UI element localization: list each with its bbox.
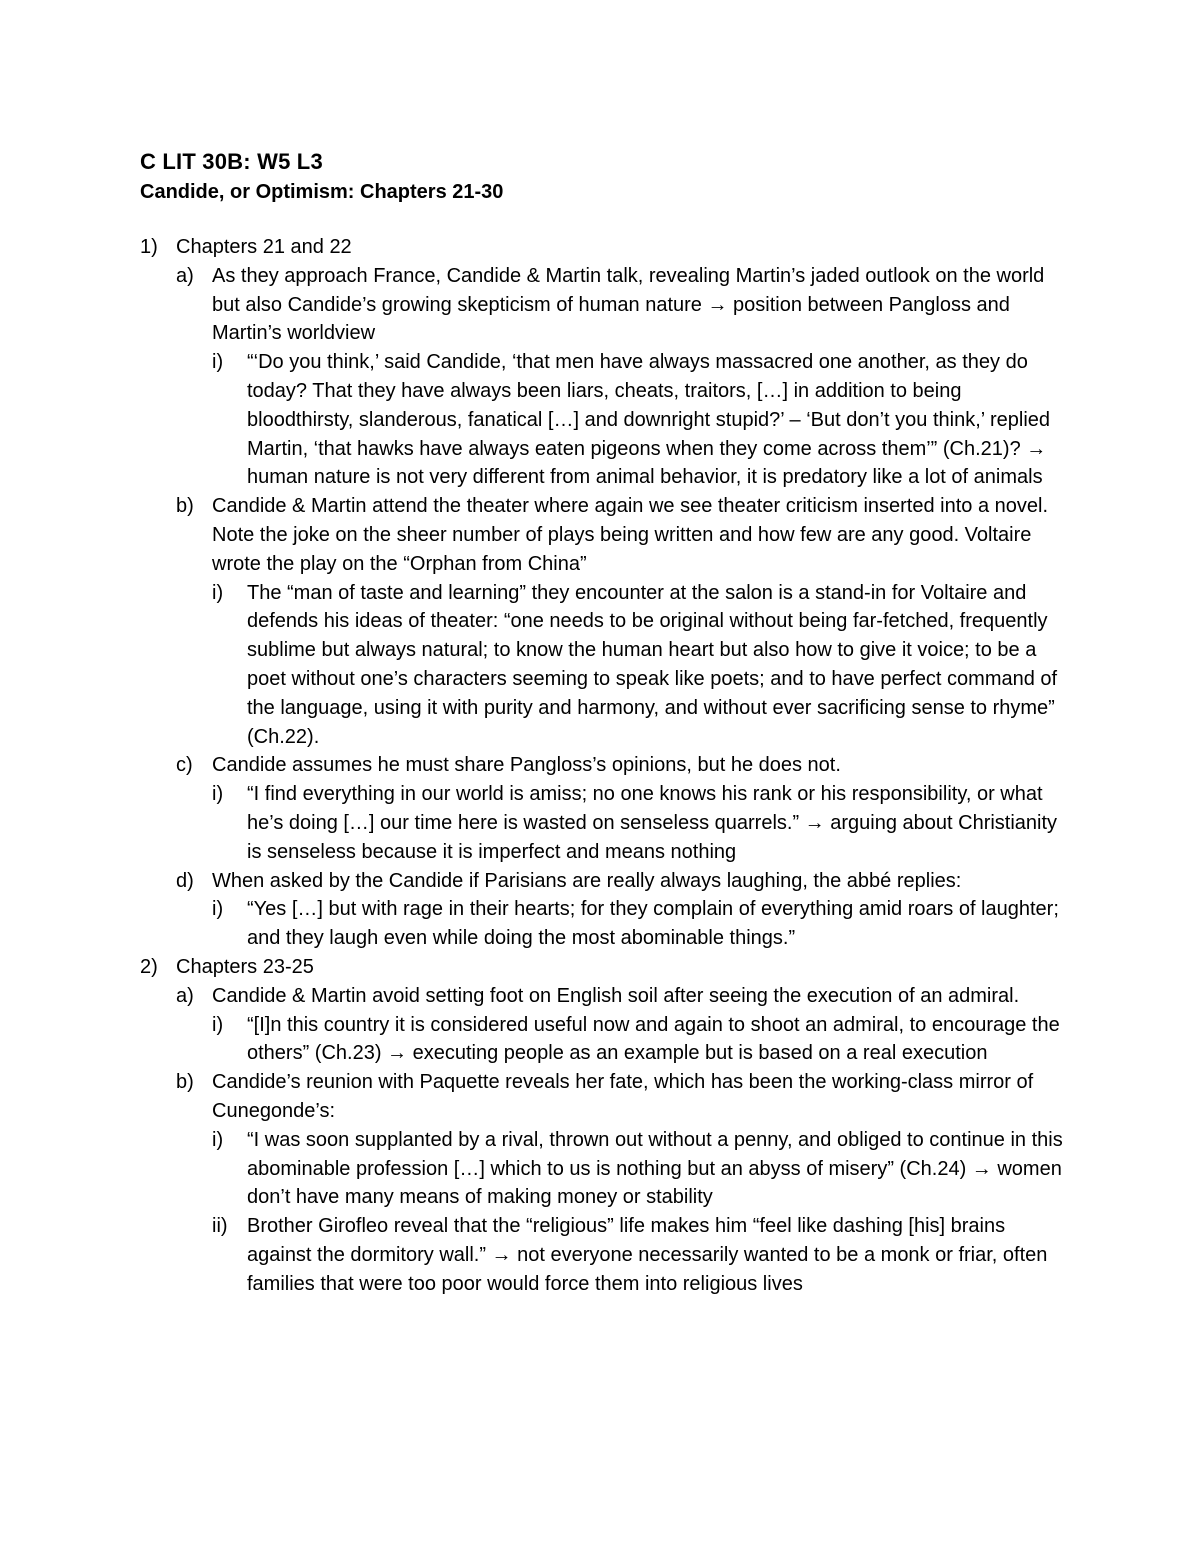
outline-text: “I find everything in our world is amiss; no one knows his rank or his responsibility, or what he’s doing […] our time here is wasted on senseless quarrels.” → arguing about Christianity is senseless because it is imperfect and means nothing <box>247 783 1058 863</box>
outline-marker: ii) <box>212 1215 228 1238</box>
page-subtitle: Candide, or Optimism: Chapters 21-30 <box>140 181 504 203</box>
outline-list <box>140 233 1070 1298</box>
outline-marker: d) <box>176 869 194 892</box>
outline-text: “‘Do you think,’ said Candide, ‘that men have always massacred one another, as they do today? That they have always been liars, cheats, traitors, […] in addition to being bloodthirsty, slanderous, fanatical […] and downright stupid?’ – ‘But don’t you think,’ replied Martin, ‘that hawks have always eaten pigeons when they come across them’” (Ch.21)? → human nature is not very different from animal behavior, it is predatory like a lot of animals <box>247 351 1051 489</box>
outline-marker: 1) <box>140 236 158 258</box>
outline-item <box>140 262 1070 348</box>
outline-marker: b) <box>176 1071 194 1094</box>
outline-item <box>140 233 1070 262</box>
outline-text: The “man of taste and learning” they encounter at the salon is a stand-in for Voltaire and defends his ideas of theater: “one needs to be original without being far-fetched, frequently sublime but always natural; to know the human heart but also how to give it voice; to be a poet without one’s characters seeming to speak like poets; and to have perfect command of the language, using it with purity and harmony, and without ever sacrificing sense to rhyme” (Ch.22). <box>247 581 1058 748</box>
outline-marker: a) <box>176 984 194 1007</box>
outline-text: “Yes […] but with rage in their hearts; for they complain of everything amid roars of laughter; and they laugh even while doing the most abominable things.” <box>247 898 1059 950</box>
outline-text: Candide & Martin attend the theater where again we see theater criticism inserted into a novel. Note the joke on the sheer number of plays being written and how few are any good. Voltaire wrote the play on the “Orphan from China” <box>212 495 1049 575</box>
outline-marker: c) <box>176 754 193 777</box>
outline-text: Candide’s reunion with Paquette reveals her fate, which has been the working-class mirror of Cunegonde’s: <box>212 1071 1034 1122</box>
outline-item <box>140 492 1070 578</box>
outline-text: When asked by the Candide if Parisians are really always laughing, the abbé replies: <box>212 869 962 892</box>
outline-marker: i) <box>212 1128 224 1151</box>
outline-item <box>140 1011 1070 1069</box>
outline-item <box>140 579 1070 752</box>
outline-item <box>140 867 1070 896</box>
outline-text: Chapters 23-25 <box>176 955 314 978</box>
outline-item <box>140 982 1070 1011</box>
outline-text: “I was soon supplanted by a rival, thrown out without a penny, and obliged to continue in this abominable profession […] which to us is nothing but an abyss of misery” (Ch.24) → women don’t have many means of making money or stability <box>247 1128 1063 1209</box>
outline-text: Candide assumes he must share Pangloss’s opinions, but he does not. <box>212 754 841 777</box>
outline-item <box>140 751 1070 780</box>
outline-item <box>140 1212 1070 1298</box>
outline-marker: i) <box>212 351 224 374</box>
page-title: C LIT 30B: W5 L3 <box>140 149 323 174</box>
outline-marker: i) <box>212 1013 224 1036</box>
outline-text: As they approach France, Candide & Martin talk, revealing Martin’s jaded outlook on the world but also Candide’s growing skepticism of human nature → position between Pangloss and Martin’s worldview <box>212 264 1045 345</box>
outline-item <box>140 895 1070 953</box>
outline-item <box>140 953 1070 982</box>
outline-marker: b) <box>176 495 194 518</box>
outline-item <box>140 780 1070 866</box>
outline-marker: a) <box>176 264 194 287</box>
outline-item <box>140 1068 1070 1126</box>
outline-text: Candide & Martin avoid setting foot on English soil after seeing the execution of an admiral. <box>212 984 1020 1007</box>
outline-marker: 2) <box>140 955 158 978</box>
outline-item <box>140 348 1070 492</box>
outline-text: Brother Girofleo reveal that the “religious” life makes him “feel like dashing [his] brains against the dormitory wall.” → not everyone necessarily wanted to be a monk or friar, often families that were too poor would force them into religious lives <box>247 1215 1048 1295</box>
outline-item <box>140 1126 1070 1212</box>
outline-text: Chapters 21 and 22 <box>176 236 352 258</box>
outline-marker: i) <box>212 898 224 921</box>
outline-text: “[I]n this country it is considered useful now and again to shoot an admiral, to encourage the others” (Ch.23) → executing people as an example but is based on a real execution <box>247 1013 1060 1065</box>
outline-marker: i) <box>212 783 224 806</box>
outline-marker: i) <box>212 581 224 604</box>
